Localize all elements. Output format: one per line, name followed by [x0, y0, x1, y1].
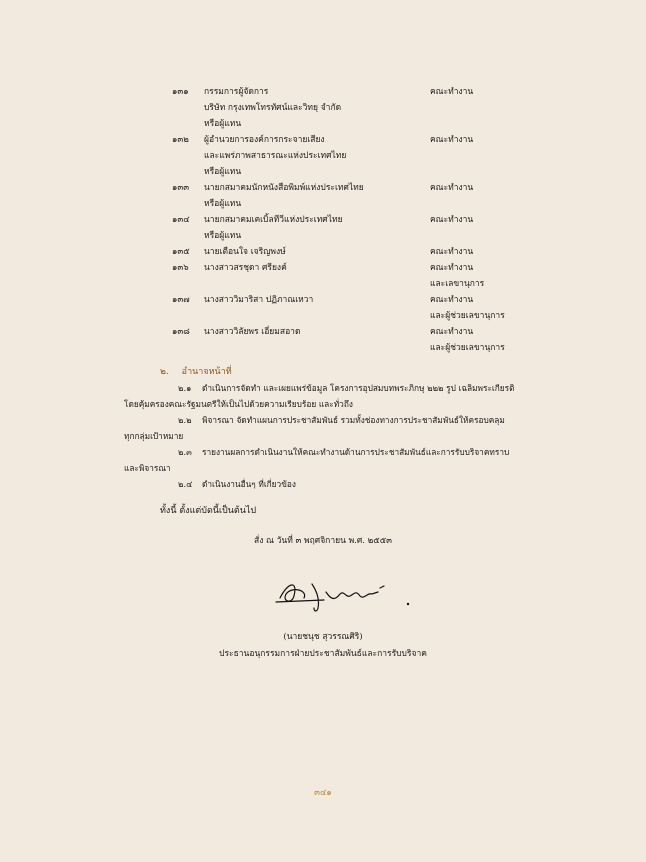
duty-first-line — [124, 412, 522, 428]
member-row — [0, 116, 646, 132]
member-row — [0, 100, 646, 116]
signer-name: (นายชนุช สุวรรณศิริ) — [283, 632, 363, 642]
signer-title: ประธานอนุกรรมการฝ่ายประชาสัมพันธ์และการรับบริจาค — [219, 649, 427, 659]
member-number: ๑๓๔ — [172, 215, 190, 225]
duty-list — [124, 380, 522, 492]
member-role: คณะทำงาน — [430, 327, 474, 337]
member-row — [0, 244, 646, 260]
member-role: คณะทำงาน — [430, 247, 474, 257]
handwritten-signature — [268, 568, 418, 618]
duty-text: ดำเนินการจัดทำ และเผยแพร่ข้อมูล โครงการอุปสมบทพระภิกษุ ๒๒๒ รูป เฉลิมพระเกียรติ — [202, 383, 515, 393]
duty-continuation: โดยคุ้มครองคณะรัฐมนตรีให้เป็นไปด้วยความเรียบร้อย และทั่วถึง — [124, 399, 353, 409]
duty-item — [124, 444, 522, 476]
member-name: นายเตือนใจ เจริญพงษ์ — [204, 247, 286, 257]
member-role: คณะทำงาน — [430, 183, 474, 193]
member-role: คณะทำงาน — [430, 87, 474, 97]
member-row — [0, 84, 646, 100]
member-name: หรือผู้แทน — [204, 199, 242, 209]
member-number: ๑๓๑ — [172, 87, 189, 97]
duty-number: ๒.๑ — [178, 383, 192, 393]
member-row — [0, 324, 646, 340]
member-role: และผู้ช่วยเลขานุการ — [430, 343, 505, 353]
member-row — [0, 212, 646, 228]
member-number: ๑๓๒ — [172, 135, 189, 145]
order-date: สั่ง ณ วันที่ ๓ พฤศจิกายน พ.ศ. ๒๕๕๓ — [254, 536, 392, 546]
duty-item — [124, 412, 522, 444]
member-role: คณะทำงาน — [430, 295, 474, 305]
member-row — [0, 276, 646, 292]
member-name: หรือผู้แทน — [204, 231, 242, 241]
duty-item — [124, 476, 522, 492]
member-list — [0, 84, 646, 356]
duty-item — [124, 380, 522, 412]
member-name: บริษัท กรุงเทพโทรทัศน์และวิทยุ จำกัด — [204, 103, 342, 113]
duty-first-line — [124, 476, 522, 492]
duty-number: ๒.๔ — [178, 479, 193, 489]
duty-continuation: และพิจารณา — [124, 463, 171, 473]
duty-number: ๒.๓ — [178, 447, 192, 457]
duty-text: รายงานผลการดำเนินงานให้คณะทำงานด้านการประชาสัมพันธ์และการรับบริจาคทราบ — [202, 447, 510, 457]
member-row — [0, 292, 646, 308]
page-number: ๓๔๑ — [314, 788, 332, 798]
member-role: และเลขานุการ — [430, 279, 485, 289]
member-name: นางสาววิมาริสา ปฏิภาณเหวา — [204, 295, 314, 305]
member-number: ๑๓๗ — [172, 295, 190, 305]
member-number: ๑๓๘ — [172, 327, 190, 337]
member-name: หรือผู้แทน — [204, 167, 242, 177]
member-row — [0, 180, 646, 196]
member-name: นายกสมาคมเคเบิ้ลทีวีแห่งประเทศไทย — [204, 215, 343, 225]
member-number: ๑๓๓ — [172, 183, 190, 193]
duty-text: พิจารณา จัดทำแผนการประชาสัมพันธ์ รวมทั้งช่องทางการประชาสัมพันธ์ให้ครอบคลุม — [202, 415, 505, 425]
duty-continuation: ทุกกลุ่มเป้าหมาย — [124, 431, 184, 441]
member-name: นางสาวสรชุดา ศรียงค์ — [204, 263, 287, 273]
member-role: คณะทำงาน — [430, 263, 474, 273]
member-number: ๑๓๕ — [172, 247, 190, 257]
duty-text: ดำเนินงานอื่นๆ ที่เกี่ยวข้อง — [202, 479, 296, 489]
member-row — [0, 164, 646, 180]
member-role: คณะทำงาน — [430, 135, 474, 145]
member-name: กรรมการผู้จัดการ — [204, 87, 269, 97]
member-name: หรือผู้แทน — [204, 119, 242, 129]
member-role: คณะทำงาน — [430, 215, 474, 225]
member-row — [0, 196, 646, 212]
duty-first-line — [124, 380, 522, 396]
effective-clause: ทั้งนี้ ตั้งแต่บัดนี้เป็นต้นไป — [160, 506, 257, 516]
member-row — [0, 260, 646, 276]
member-row — [0, 308, 646, 324]
section-number: ๒. — [160, 367, 169, 377]
member-row — [0, 340, 646, 356]
member-name: ผู้อำนวยการองค์การกระจายเสียง — [204, 135, 325, 145]
member-name: นางสาววิลัยพร เอี่ยมสอาด — [204, 327, 301, 337]
member-row — [0, 148, 646, 164]
duty-first-line — [124, 444, 522, 460]
member-role: และผู้ช่วยเลขานุการ — [430, 311, 505, 321]
section-title: อำนาจหน้าที่ — [181, 367, 232, 377]
member-name: นายกสมาคมนักหนังสือพิมพ์แห่งประเทศไทย — [204, 183, 364, 193]
member-number: ๑๓๖ — [172, 263, 189, 273]
member-row — [0, 228, 646, 244]
section-heading — [160, 364, 232, 380]
member-name: และแพร่ภาพสาธารณะแห่งประเทศไทย — [204, 151, 347, 161]
duty-number: ๒.๒ — [178, 415, 192, 425]
member-row — [0, 132, 646, 148]
